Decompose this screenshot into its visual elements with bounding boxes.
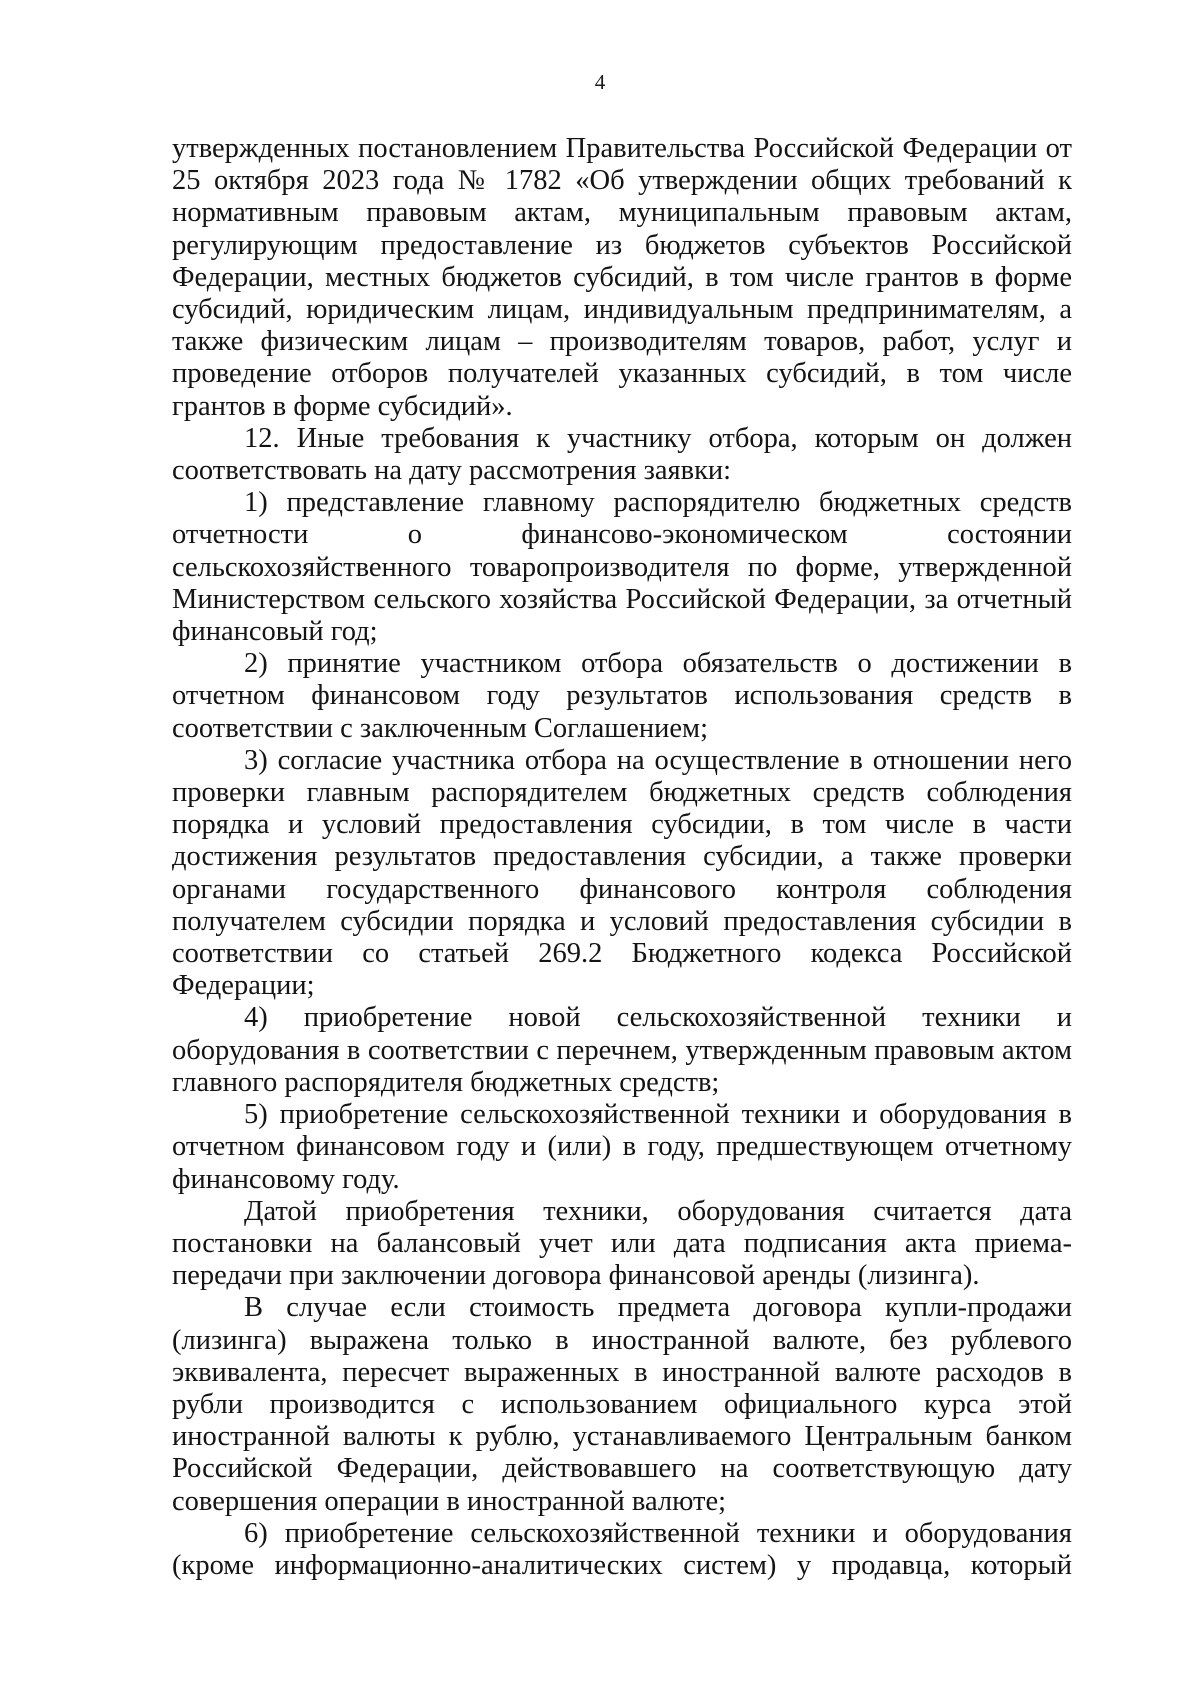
paragraph-acquisition-date: Датой приобретения техники, оборудования считается дата постановки на балансовый учет или дата подписания акта приема-передачи при заключении договора финансовой аренды (лизинга). bbox=[172, 1195, 1072, 1292]
paragraph-item-12: 12. Иные требования к участнику отбора, которым он должен соответствовать на дату рассмотрения заявки: bbox=[172, 422, 1072, 487]
document-body bbox=[172, 133, 1072, 1582]
paragraph-foreign-currency: В случае если стоимость предмета договора купли-продажи (лизинга) выражена только в иностранной валюте, без рублевого эквивалента, пересчет выраженных в иностранной валюте расходов в рубли производится с использованием официального курса этой иностранной валюты к рублю, устанавливаемого Центральным банком Российской Федерации, действовавшего на соответствующую дату совершения операции в иностранной валюте; bbox=[172, 1292, 1072, 1517]
paragraph-subitem-5: 5) приобретение сельскохозяйственной техники и оборудования в отчетном финансовом году и (или) в году, предшествующем отчетному финансовому году. bbox=[172, 1099, 1072, 1195]
paragraph-subitem-1: 1) представление главному распорядителю бюджетных средств отчетности о финансово-экономическом состоянии сельскохозяйственного товаропроизводителя по форме, утвержденной Министерством сельского хозяйства Российской Федерации, за отчетный финансовый год; bbox=[172, 487, 1072, 648]
paragraph-subitem-4: 4) приобретение новой сельскохозяйственной техники и оборудования в соответствии с перечнем, утвержденным правовым актом главного распорядителя бюджетных средств; bbox=[172, 1002, 1072, 1098]
page-number: 4 bbox=[594, 70, 606, 94]
paragraph-subitem-2: 2) принятие участником отбора обязательств о достижении в отчетном финансовом году результатов использования средств в соответствии с заключенным Соглашением; bbox=[172, 648, 1072, 744]
paragraph-subitem-6: 6) приобретение сельскохозяйственной техники и оборудования (кроме информационно-аналитических систем) у продавца, который bbox=[172, 1517, 1072, 1581]
paragraph-subitem-3: 3) согласие участника отбора на осуществление в отношении него проверки главным распорядителем бюджетных средств соблюдения порядка и условий предоставления субсидии, в том числе в части достижения результатов предоставления субсидии, а также проверки органами государственного финансового контроля соблюдения получателем субсидии порядка и условий предоставления субсидии в соответствии со статьей 269.2 Бюджетного кодекса Российской Федерации; bbox=[172, 744, 1072, 1002]
paragraph-continuation: утвержденных постановлением Правительства Российской Федерации от 25 октября 2023 года № 1782 «Об утверждении общих требований к нормативным правовым актам, муниципальным правовым актам, регулирующим предоставление из бюджетов субъектов Российской Федерации, местных бюджетов субсидий, в том числе грантов в форме субсидий, юридическим лицам, индивидуальным предпринимателям, а также физическим лицам – производителям товаров, работ, услуг и проведение отборов получателей указанных субсидий, в том числе грантов в форме субсидий». bbox=[172, 133, 1072, 422]
